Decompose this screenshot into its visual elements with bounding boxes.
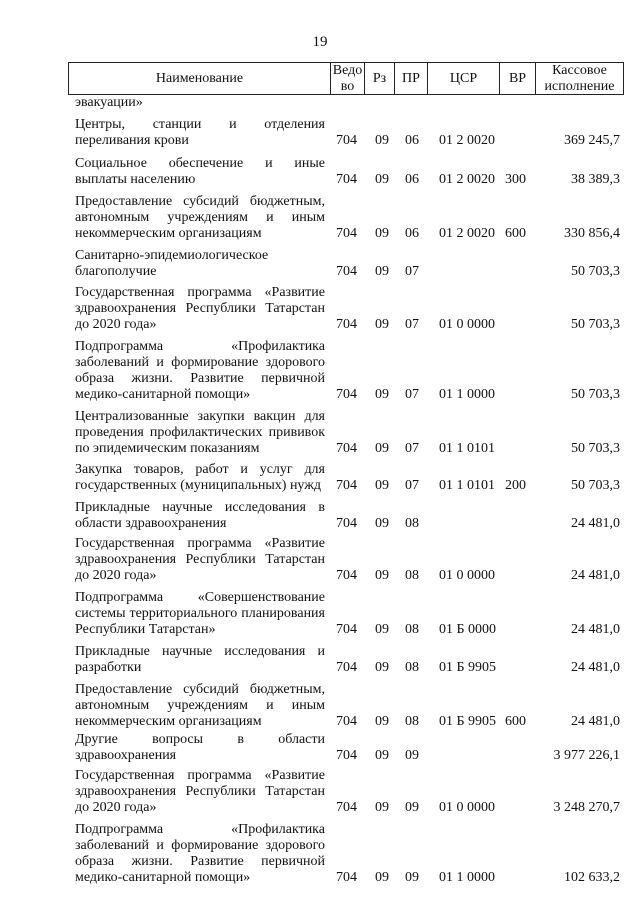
row-name: Санитарно-эпидемиологическое благополучие <box>75 248 269 279</box>
row-name: Государственная программа «Развитие здравоохранения Республики Татарстан до 2020 года» <box>75 768 325 815</box>
row-sum: 50 703,3 <box>571 264 620 279</box>
row-rz: 09 <box>375 800 389 815</box>
row-ved: 704 <box>336 441 357 456</box>
table-row <box>75 536 620 584</box>
row-rz: 09 <box>375 660 389 675</box>
row-rz: 09 <box>375 870 389 885</box>
row-vr: 200 <box>505 478 526 493</box>
row-ved: 704 <box>336 660 357 675</box>
row-csr: 01 2 0020 <box>439 226 495 241</box>
row-pr: 08 <box>405 622 419 637</box>
row-csr: 01 1 0101 <box>439 441 495 456</box>
row-pr: 06 <box>405 226 419 241</box>
table-row <box>75 462 620 494</box>
row-csr: 01 0 0000 <box>439 800 495 815</box>
row-pr: 09 <box>405 800 419 815</box>
table-row <box>75 194 620 242</box>
row-rz: 09 <box>375 387 389 402</box>
row-ved: 704 <box>336 317 357 332</box>
row-csr: 01 0 0000 <box>439 568 495 583</box>
table-row <box>75 285 620 333</box>
row-ved: 704 <box>336 870 357 885</box>
row-rz: 09 <box>375 317 389 332</box>
row-sum: 24 481,0 <box>571 516 620 531</box>
table-row <box>75 644 620 676</box>
row-name: Другие вопросы в области здравоохранения <box>75 732 325 763</box>
row-rz: 09 <box>375 133 389 148</box>
row-ved: 704 <box>336 133 357 148</box>
row-name: Подпрограмма «Профилактика заболеваний и формирование здорового образа жизни. Развитие первичной медико-санитарной помощи» <box>75 822 325 885</box>
row-sum: 24 481,0 <box>571 660 620 675</box>
row-csr: 01 1 0101 <box>439 478 495 493</box>
row-ved: 704 <box>336 172 357 187</box>
header-pr: ПР <box>395 63 428 94</box>
row-pr: 06 <box>405 172 419 187</box>
row-ved: 704 <box>336 748 357 763</box>
row-pr: 07 <box>405 317 419 332</box>
row-csr: 01 1 0000 <box>439 387 495 402</box>
table-row <box>75 590 620 638</box>
row-csr: 01 Б 0000 <box>439 622 497 637</box>
header-name: Наименование <box>69 63 331 94</box>
row-sum: 102 633,2 <box>564 870 620 885</box>
row-pr: 08 <box>405 568 419 583</box>
row-sum: 24 481,0 <box>571 622 620 637</box>
row-pr: 08 <box>405 714 419 729</box>
page-number: 19 <box>312 34 328 50</box>
row-sum: 24 481,0 <box>571 568 620 583</box>
row-rz: 09 <box>375 441 389 456</box>
row-ved: 704 <box>336 478 357 493</box>
row-ved: 704 <box>336 387 357 402</box>
row-csr: 01 0 0000 <box>439 317 495 332</box>
row-name: Закупка товаров, работ и услуг для государственных (муниципальных) нужд <box>75 462 325 493</box>
row-sum: 50 703,3 <box>571 387 620 402</box>
row-vr: 600 <box>505 226 526 241</box>
row-pr: 06 <box>405 133 419 148</box>
header-ved-line1: Ведо <box>332 62 363 78</box>
row-sum: 3 248 270,7 <box>553 800 620 815</box>
header-ved <box>331 63 365 94</box>
header-vr: ВР <box>500 63 536 94</box>
header-sum-line1: Кассовое <box>552 62 607 78</box>
row-rz: 09 <box>375 478 389 493</box>
row-rz: 09 <box>375 748 389 763</box>
row-sum: 50 703,3 <box>571 441 620 456</box>
row-csr: 01 2 0020 <box>439 133 495 148</box>
table-row <box>75 95 620 111</box>
row-csr: 01 1 0000 <box>439 870 495 885</box>
row-rz: 09 <box>375 172 389 187</box>
table-row <box>75 500 620 532</box>
row-sum: 369 245,7 <box>564 133 620 148</box>
row-name: Центры, станции и отделения переливания крови <box>75 117 325 148</box>
row-pr: 07 <box>405 478 419 493</box>
table-row <box>75 768 620 816</box>
row-pr: 07 <box>405 387 419 402</box>
row-sum: 3 977 226,1 <box>553 748 620 763</box>
header-sum-line2: исполнение <box>544 78 615 94</box>
table-row <box>75 822 620 886</box>
table-row <box>75 339 620 403</box>
row-rz: 09 <box>375 226 389 241</box>
row-pr: 09 <box>405 870 419 885</box>
table-row <box>75 117 620 149</box>
header-ved-line2: во <box>340 78 355 94</box>
row-name: Прикладные научные исследования в области здравоохранения <box>75 500 325 531</box>
row-rz: 09 <box>375 568 389 583</box>
row-sum: 330 856,4 <box>564 226 620 241</box>
row-rz: 09 <box>375 622 389 637</box>
row-rz: 09 <box>375 516 389 531</box>
row-ved: 704 <box>336 714 357 729</box>
table-header <box>68 62 624 95</box>
row-name: Подпрограмма «Совершенствование системы территориального планирования Республики Татарстан» <box>75 590 325 637</box>
row-rz: 09 <box>375 264 389 279</box>
table-row <box>75 409 620 457</box>
row-sum: 38 389,3 <box>571 172 620 187</box>
row-sum: 50 703,3 <box>571 478 620 493</box>
row-ved: 704 <box>336 800 357 815</box>
row-rz: 09 <box>375 714 389 729</box>
row-csr: 01 Б 9905 <box>439 660 497 675</box>
row-pr: 07 <box>405 264 419 279</box>
row-pr: 09 <box>405 748 419 763</box>
row-ved: 704 <box>336 226 357 241</box>
row-ved: 704 <box>336 264 357 279</box>
row-vr: 300 <box>505 172 526 187</box>
row-pr: 07 <box>405 441 419 456</box>
row-name: Подпрограмма «Профилактика заболеваний и формирование здорового образа жизни. Развитие первичной медико-санитарной помощи» <box>75 339 325 402</box>
header-sum <box>536 63 623 94</box>
row-csr: 01 2 0020 <box>439 172 495 187</box>
header-rz: Рз <box>365 63 395 94</box>
row-name: эвакуации» <box>75 95 143 110</box>
row-sum: 24 481,0 <box>571 714 620 729</box>
row-csr: 01 Б 9905 <box>439 714 497 729</box>
row-ved: 704 <box>336 516 357 531</box>
row-vr: 600 <box>505 714 526 729</box>
row-pr: 08 <box>405 516 419 531</box>
row-name: Государственная программа «Развитие здравоохранения Республики Татарстан до 2020 года» <box>75 285 325 332</box>
row-ved: 704 <box>336 568 357 583</box>
row-pr: 08 <box>405 660 419 675</box>
table-row <box>75 156 620 188</box>
table-body <box>75 95 620 886</box>
table-row <box>75 682 620 730</box>
header-csr: ЦСР <box>428 63 500 94</box>
row-name: Государственная программа «Развитие здравоохранения Республики Татарстан до 2020 года» <box>75 536 325 583</box>
row-ved: 704 <box>336 622 357 637</box>
table-row <box>75 732 620 764</box>
table-row <box>75 248 620 280</box>
row-name: Централизованные закупки вакцин для проведения профилактических прививок по эпидемическим показаниям <box>75 409 325 456</box>
row-name: Предоставление субсидий бюджетным, автономным учреждениям и иным некоммерческим организациям <box>75 194 325 241</box>
row-name: Социальное обеспечение и иные выплаты населению <box>75 156 325 187</box>
row-name: Предоставление субсидий бюджетным, автономным учреждениям и иным некоммерческим организациям <box>75 682 325 729</box>
row-name: Прикладные научные исследования и разработки <box>75 644 325 675</box>
row-sum: 50 703,3 <box>571 317 620 332</box>
